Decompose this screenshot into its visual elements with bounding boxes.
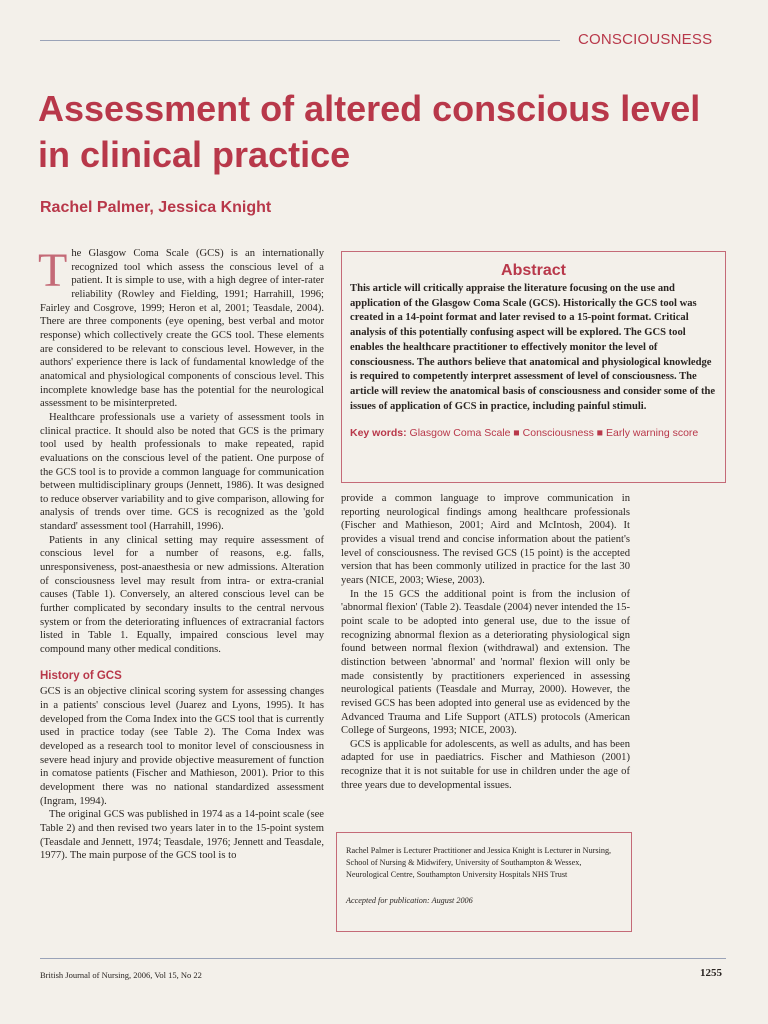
author-info-box (336, 832, 632, 932)
drop-cap: T (38, 244, 68, 297)
footer-rule (40, 958, 726, 959)
abstract-box (341, 251, 726, 483)
history-paragraph-1: GCS is an objective clinical scoring system for assessing changes in a patients' conscious level (Juarez and Lyons, 1995). It has developed from the Coma Index into the GCS tool that is currently used in practice today (see Table 2). The Coma Index was developed as a research tool to monitor level of consciousness in severe head injury and provide objective measurement of function in comatose patients (Fischer and Mathieson, 2001). Prior to this development there was no national standardized assessment (Ingram, 1994). (40, 686, 324, 807)
right-column (341, 492, 630, 792)
page-number: 1255 (700, 967, 722, 979)
keywords-label: Key words: (350, 427, 407, 440)
footer-journal: British Journal of Nursing, 2006, Vol 15, No 22 (40, 970, 202, 980)
left-column (38, 244, 324, 863)
intro-paragraph-1-text: he Glasgow Coma Scale (GCS) is an internationally recognized tool which assess the conscious level of a patient. It is simple to use, with a high degree of inter-rater reliability (Rowley and Fielding, 1991; Harrahill, 1996; Fairley and Cosgrove, 1999; Heron et al, 2001; Teasdale, 2004). There are three components (eye opening, best verbal and motor response) which collectively create the GCS tool. These elements are considered to be relevant to conscious level. However, in the authors' experience there is lack of fundamental knowledge of the anatomical and physiological components of conscious level. This incomplete knowledge base has the potential for the neurological assessment to be misinterpreted. (40, 248, 324, 410)
intro-paragraph-1 (38, 244, 324, 411)
section-label: CONSCIOUSNESS (578, 31, 713, 48)
article-title: Assessment of altered conscious level in clinical practice (38, 88, 701, 175)
right-paragraph-1: provide a common language to improve communication in reporting neurological findings among healthcare professionals (Fischer and Mathieson, 2001; Aird and McIntosh, 2004). It provides a visual trend and concise information about the patient's level of consciousness. The revised GCS (15 point) is the accepted version that has been commonly utilized in practice for the last 30 years (NICE, 2003; Wiese, 2003). (341, 493, 630, 586)
intro-paragraph-2: Healthcare professionals use a variety of assessment tools in clinical practice. It should also be noted that GCS is the primary tool used by health professionals to make repeated, rapid evaluations on the conscious level of the patient. One purpose of the GCS tool is to provide a common language for communication between multidisciplinary groups (Jennett, 1986). It was designed to reduce observer variability and to give comparison, allowing for analysis of trends over time. GCS is recognized as the 'gold standard' assessment tool (Harrahill, 1996). (40, 411, 324, 533)
history-heading: History of GCS (40, 669, 122, 682)
article-authors: Rachel Palmer, Jessica Knight (40, 199, 272, 216)
right-paragraph-3: GCS is applicable for adolescents, as well as adults, and has been adapted for use in paediatrics. Fischer and Mathieson (2001) recognize that it is not suitable for use in children under the age of three years due to developmental issues. (341, 738, 630, 791)
keywords-list: Glasgow Coma Scale ■ Consciousness ■ Early warning score (409, 427, 699, 440)
intro-paragraph-3: Patients in any clinical setting may require assessment of conscious level for a number of reasons, e.g. falls, unresponsiveness, post-anaesthesia or new admissions. Alteration of consciousness level may result from intra- or extra-cranial causes (Table 1). Conversely, an altered conscious level can be further complicated by secondary insults to the central nervous system or from the deteriorating influences of extracranial factors listed in Table 1. Equally, impaired conscious level may compound many other medical conditions. (40, 534, 324, 656)
header-rule (40, 40, 560, 41)
accepted-date: Accepted for publication: August 2006 (346, 895, 473, 905)
abstract-text: This article will critically appraise the literature focusing on the use and application of the Glasgow Coma Scale (GCS). Historically the GCS tool was created in a 14-point format and later revised to a 15-point format. Critical analysis of this potentially confusing aspect will be explored. The GCS tool enables the healthcare practitioner to effectively monitor the level of consciousness. The authors believe that anatomical and physiological knowledge is required to competently interpret assessment of level of consciousness. The article will review the anatomical basis of consciousness and consider some of the issues of application of GCS in practice, including painful stimuli. (350, 283, 716, 412)
keywords (350, 427, 717, 439)
abstract-title: Abstract (501, 262, 566, 279)
author-bio: Rachel Palmer is Lecturer Practitioner and Jessica Knight is Lecturer in Nursing, School of Nursing & Midwifery, University of Southampton & Wessex, Neurological Centre, Southampton University Hospitals NHS Trust (346, 846, 612, 880)
right-paragraph-2: In the 15 GCS the additional point is from the inclusion of 'abnormal flexion' (Table 2). Teasdale (2004) never intended the 15-point scale to be adopted into general use, due to the issue of recognizing abnormal flexion as a deteriorating physiological sign found between normal flexion (withdrawal) and extension. The distinction between 'abnormal' and 'normal' flexion will only be made consistently by practitioners experienced in assessing neurological patients (Teasdale and Murray, 2000). However, the revised GCS has been adopted into general use as evidenced by the Advanced Trauma and Life Support (ATLS) protocols (American College of Surgeons, 1993; NICE, 2003). (341, 588, 630, 737)
history-paragraph-2: The original GCS was published in 1974 as a 14-point scale (see Table 2) and then revised two years later in to the 15-point system (Teasdale and Jennett, 1974; Teasdale, 1976; Jennett and Teasdale, 1977). The main purpose of the GCS tool is to (40, 809, 324, 862)
